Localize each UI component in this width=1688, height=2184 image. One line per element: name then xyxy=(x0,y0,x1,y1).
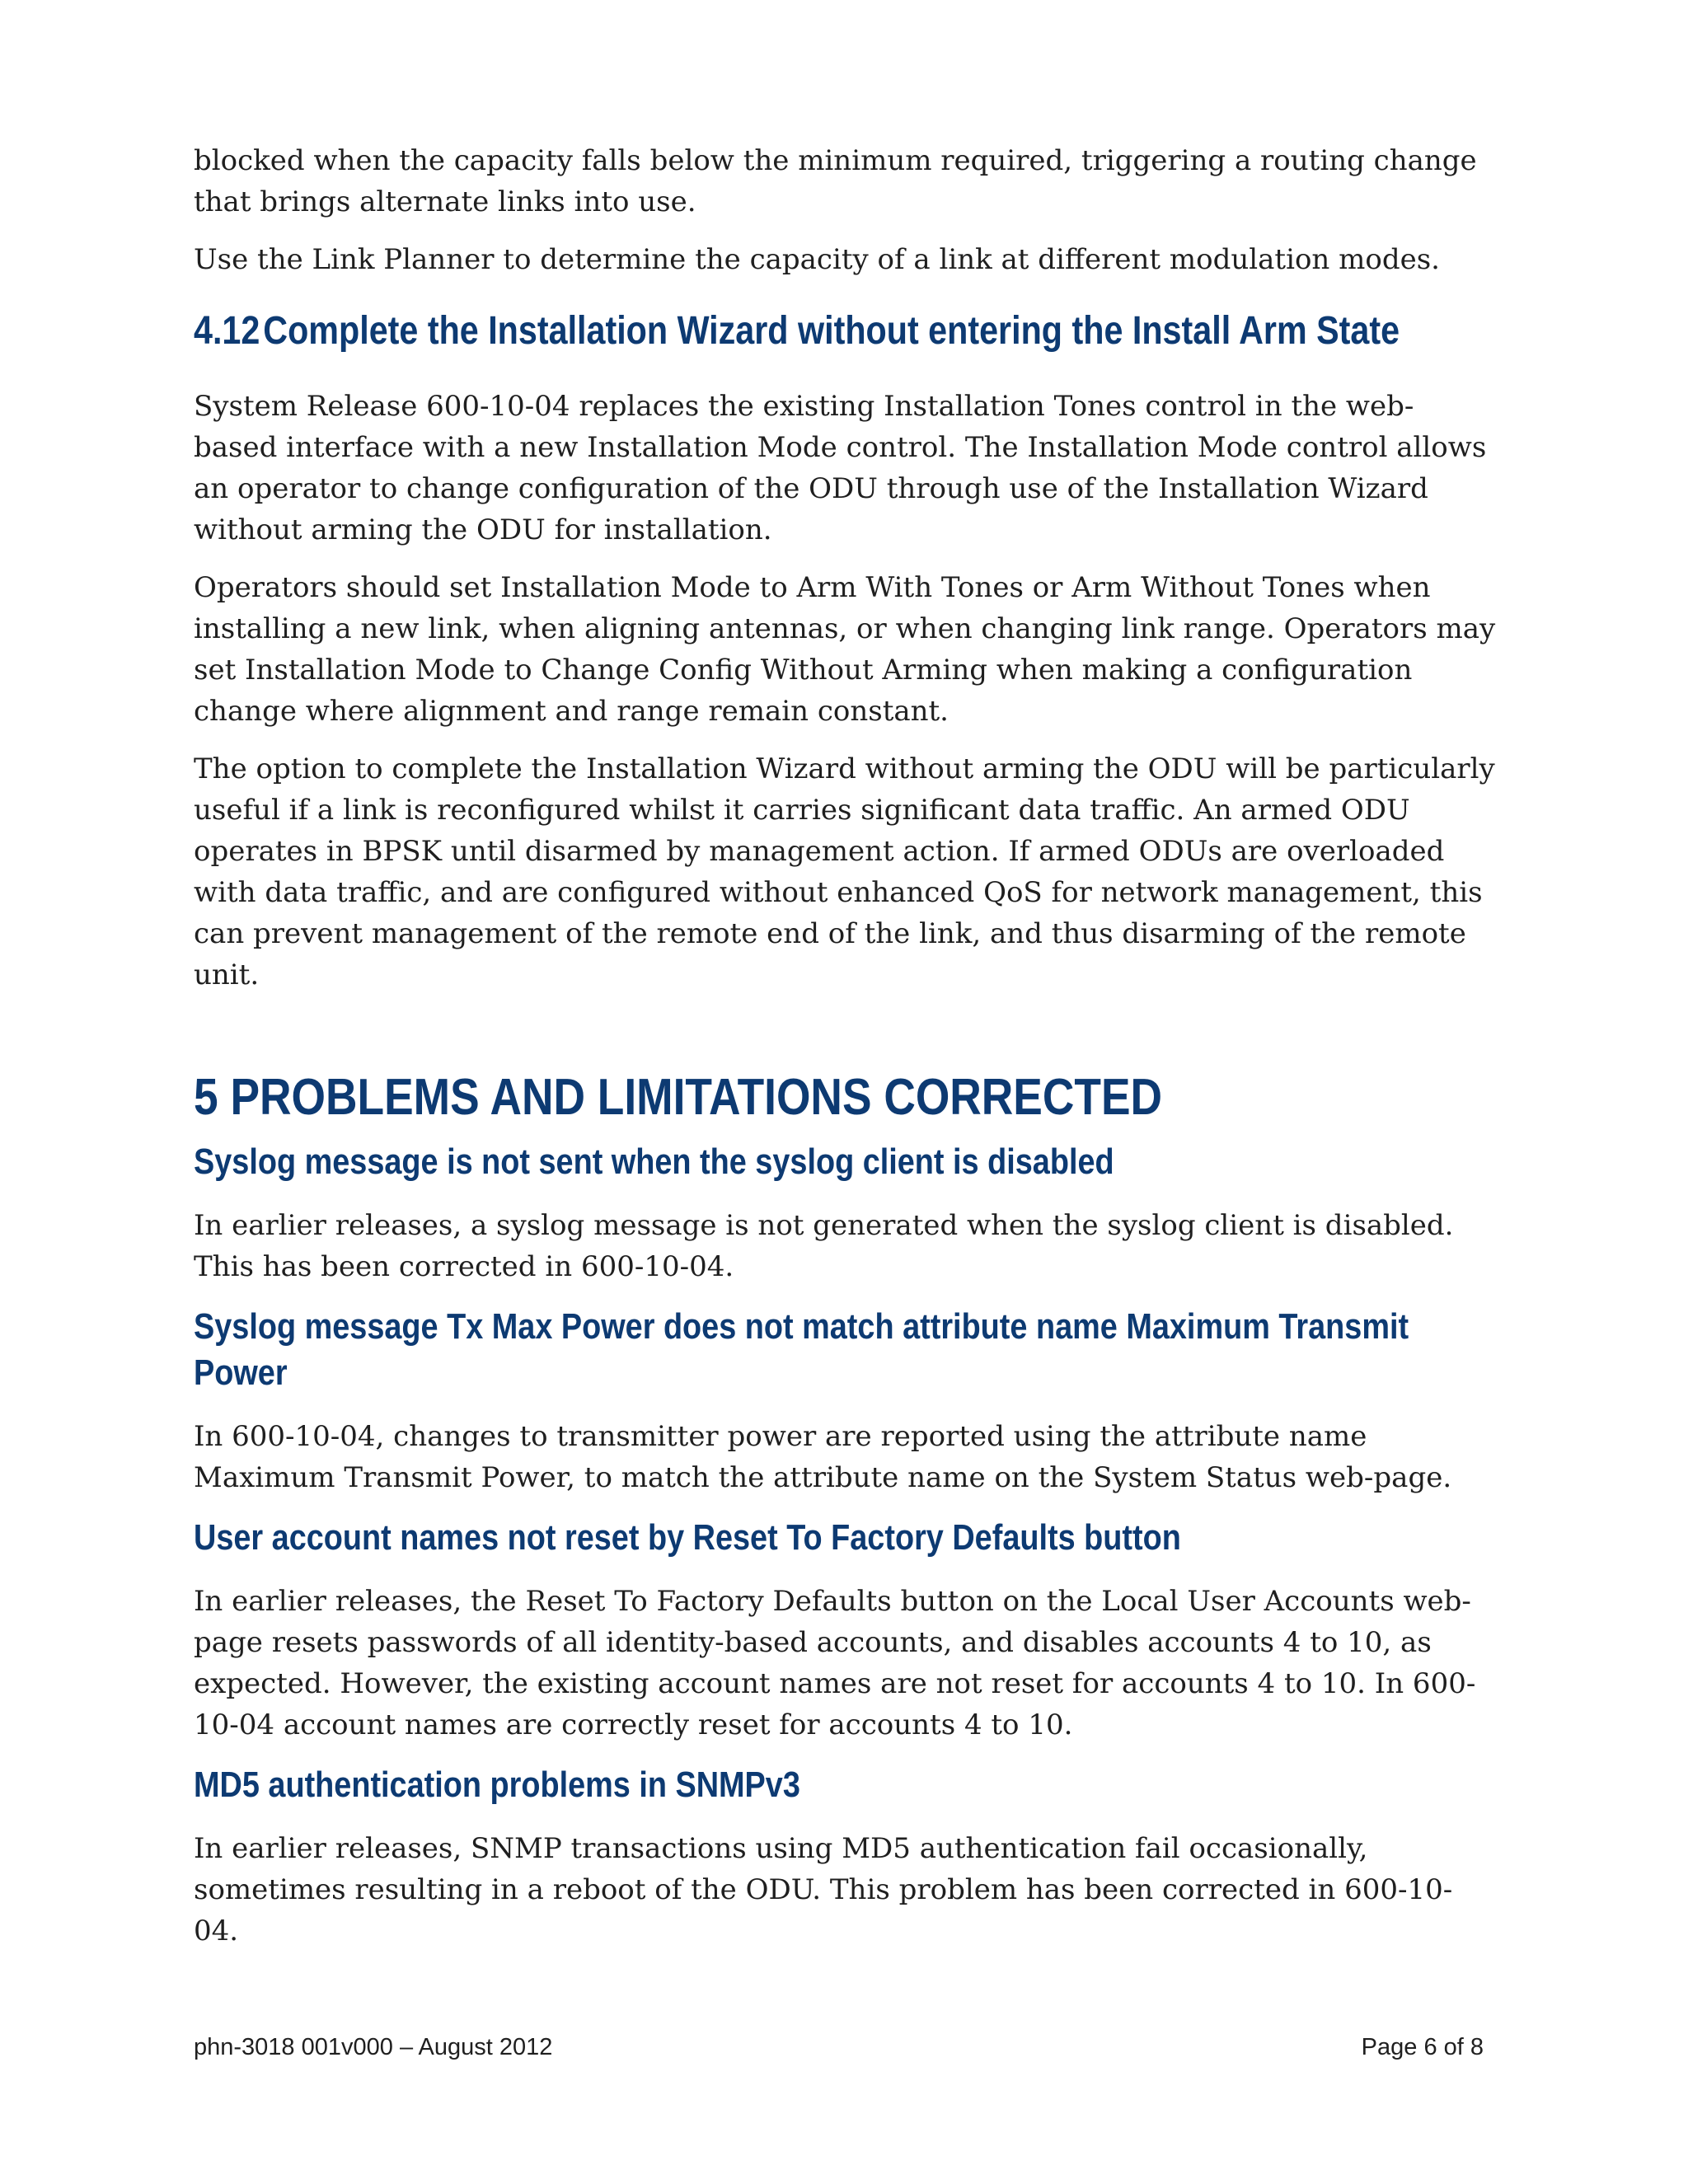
subsection-heading: User account names not reset by Reset To Factory Defaults button xyxy=(194,1517,1181,1558)
document-page xyxy=(194,140,1496,1968)
section-title: Complete the Installation Wizard without entering the Install Arm State xyxy=(263,309,1400,353)
subsection-heading: MD5 authentication problems in SNMPv3 xyxy=(194,1765,800,1805)
page-footer xyxy=(194,2034,1484,2061)
section-5-heading: 5 PROBLEMS AND LIMITATIONS CORRECTED xyxy=(194,1069,1163,1126)
subsection-body: In earlier releases, the Reset To Factory Defaults button on the Local User Accounts web-page resets passwords of all identity-based accounts, and disables accounts 4 to 10, as expected. However, the existing account names are not reset for accounts 4 to 10. In 600-10-04 account names are correctly reset for accounts 4 to 10. xyxy=(194,1585,1476,1741)
intro-paragraph-1: blocked when the capacity falls below the minimum required, triggering a routing change that brings alternate links into use. xyxy=(194,144,1477,218)
subsection-heading: Syslog message is not sent when the syslog client is disabled xyxy=(194,1141,1114,1182)
subsection-heading: Syslog message Tx Max Power does not match attribute name Maximum Transmit Power xyxy=(194,1306,1409,1393)
section-4-12-paragraph-3: The option to complete the Installation Wizard without arming the ODU will be particularly useful if a link is reconfigured whilst it carries significant data traffic. An armed ODU operates in BPSK until disarmed by management action. If armed ODUs are overloaded with data traffic, and are configured without enhanced QoS for network management, this can prevent management of the remote end of the link, and thus disarming of the remote unit. xyxy=(194,752,1495,991)
section-4-12-heading xyxy=(194,305,1493,358)
subsection-body: In earlier releases, SNMP transactions using MD5 authentication fail occasionally, sometimes resulting in a reboot of the ODU. This problem has been corrected in 600-10-04. xyxy=(194,1832,1453,1947)
footer-page-number: Page 6 of 8 xyxy=(1361,2034,1484,2060)
footer-doc-id: phn-3018 001v000 – August 2012 xyxy=(194,2034,553,2060)
section-4-12-paragraph-1: System Release 600-10-04 replaces the existing Installation Tones control in the web-based interface with a new Installation Mode control. The Installation Mode control allows an operator to change configuration of the ODU through use of the Installation Wizard without arming the ODU for installation. xyxy=(194,390,1487,546)
intro-paragraph-2: Use the Link Planner to determine the capacity of a link at different modulation modes. xyxy=(194,243,1440,276)
subsection-body: In 600-10-04, changes to transmitter power are reported using the attribute name Maximum Transmit Power, to match the attribute name on the System Status web-page. xyxy=(194,1420,1452,1494)
section-number: 4.12 xyxy=(194,309,260,353)
section-4-12-paragraph-2: Operators should set Installation Mode to Arm With Tones or Arm Without Tones when installing a new link, when aligning antennas, or when changing link range. Operators may set Installation Mode to Change Config Without Arming when making a configuration change where alignment and range remain constant. xyxy=(194,571,1496,728)
subsection-body: In earlier releases, a syslog message is not generated when the syslog client is disabled. This has been corrected in 600-10-04. xyxy=(194,1209,1454,1283)
